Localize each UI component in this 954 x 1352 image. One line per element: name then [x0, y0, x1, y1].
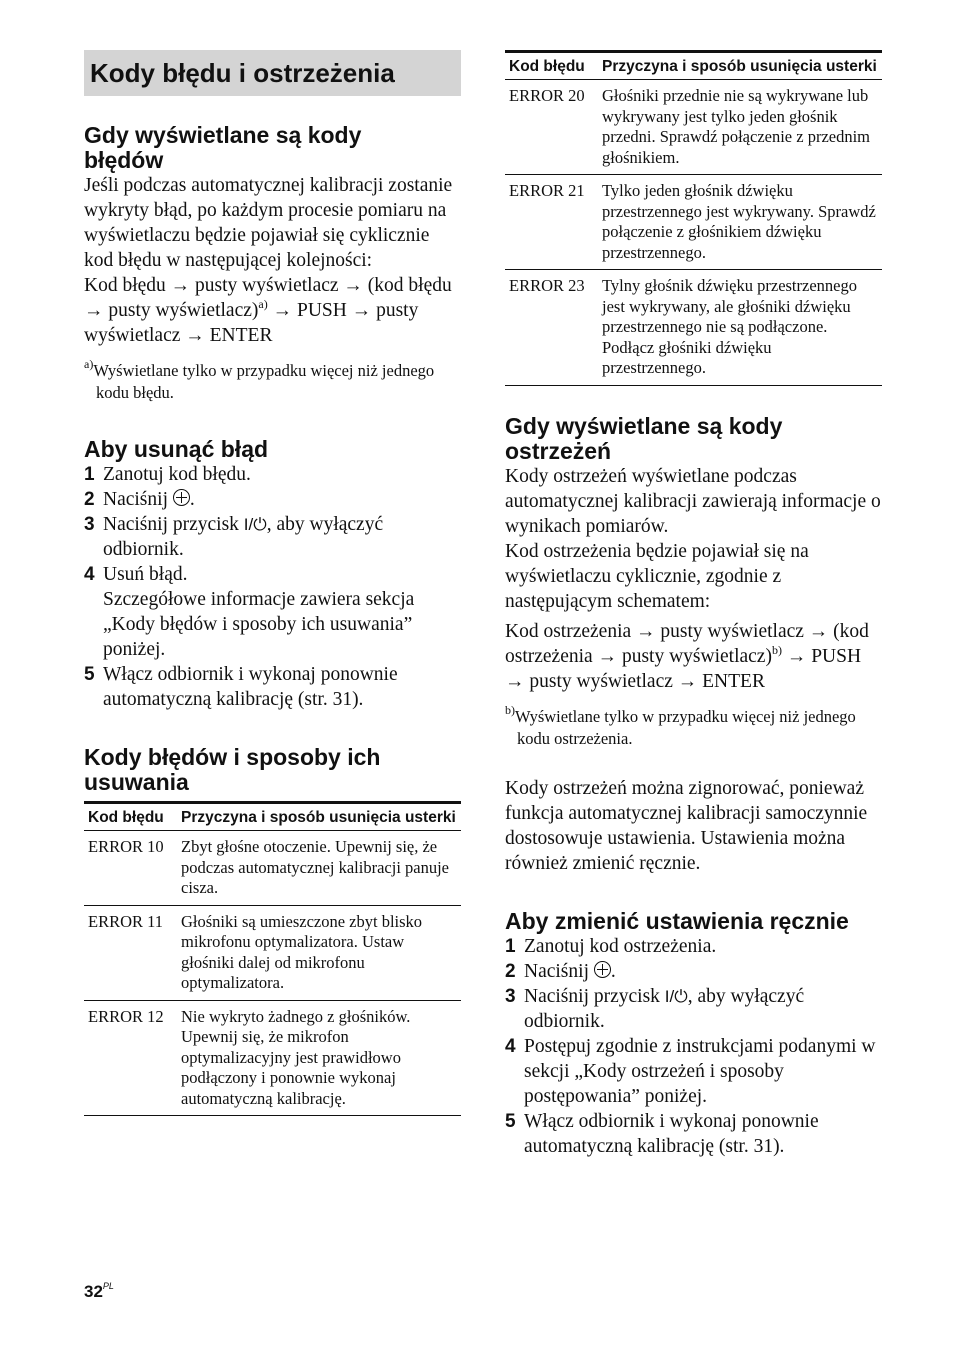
step-text: Usuń błąd.: [103, 564, 188, 585]
heading-error-table: Kody błędów i sposoby ich usuwania: [84, 744, 381, 795]
footnote-ref-b: b): [771, 642, 782, 657]
error-description: Głośniki są umieszczone zbyt blisko mikrofonu optymalizatora. Ustaw głośniki dalej od mikrofonu optymalizatora.: [181, 911, 423, 992]
table-row: [505, 270, 882, 386]
step-number: 4: [84, 564, 95, 585]
error-description: Głośniki przednie nie są wykrywane lub wykrywany jest tylko jeden głośnik przedni. Sprawdź połączenie z przednim głośnikiem.: [602, 86, 871, 167]
table-header-row: [84, 803, 461, 831]
heading-manual-settings: Aby zmienić ustawienia ręcznie: [505, 907, 849, 934]
step-number: 5: [505, 1110, 516, 1132]
step-3: [84, 512, 461, 562]
table-row: [84, 1000, 461, 1116]
step-text: Naciśnij: [524, 960, 589, 982]
error-description: Zbyt głośne otoczenie. Upewnij się, że podczas automatycznej kalibracji panuje cisza.: [181, 837, 450, 897]
step-1: [505, 934, 882, 959]
error-code: ERROR 12: [88, 1006, 164, 1026]
step-4: [84, 562, 461, 662]
warnings-intro: Kody ostrzeżeń wyświetlane podczas automatycznej kalibracji zawierają informacje o wynikach pomiarów.: [505, 465, 881, 537]
clear-error-steps: [84, 462, 461, 712]
error-description: Nie wykryto żadnego z głośników. Upewnij się, że mikrofon optymalizacyjny jest prawidłowo podłączony i ponownie wykonaj automatyczną kalibrację.: [181, 1006, 411, 1108]
error-description: Tylko jeden głośnik dźwięku przestrzennego jest wykrywany. Sprawdź połączenie z głośnikiem dźwięku przestrzennego.: [602, 181, 876, 262]
step-text: Naciśnij przycisk: [103, 514, 239, 535]
step-text: Włącz odbiornik i wykonaj ponownie automatyczną kalibrację (str. 31).: [524, 1110, 819, 1157]
footnote-b-text: Wyświetlane tylko w przypadku więcej niż jednego kodu ostrzeżenia.: [515, 706, 856, 748]
error-sequence-tail: → PUSH → pusty wyświetlacz → ENTER: [84, 300, 419, 346]
power-icon: I/⏻: [243, 515, 267, 534]
heading-warnings-display: Gdy wyświetlane są kody ostrzeżeń: [505, 412, 783, 464]
error-code-table: [505, 50, 882, 386]
footnote-b-mark: b): [505, 702, 515, 717]
warnings-ignore: Kody ostrzeżeń można zignorować, ponieważ funkcja automatycznej kalibracji samoczynnie dostosowuje ustawienia. Ustawienia można również zmienić ręcznie.: [505, 777, 868, 874]
error-code-table: [84, 801, 461, 1116]
footnote-a: [84, 357, 461, 404]
error-code: ERROR 11: [88, 911, 164, 931]
step-suffix: .: [189, 489, 195, 510]
step-4: [505, 1034, 882, 1109]
step-suffix: .: [610, 960, 616, 982]
step-text: Postępuj zgodnie z instrukcjami podanymi w sekcji „Kody ostrzeżeń i sposoby postępowania” poniżej.: [524, 1035, 876, 1107]
step-text: Naciśnij przycisk: [524, 985, 660, 1007]
table-row: [84, 905, 461, 1000]
step-extra: Szczegółowe informacje zawiera sekcja „Kody błędów i sposoby ich usuwania” poniżej.: [103, 589, 415, 660]
step-number: 2: [84, 489, 95, 510]
manual-settings-steps: [505, 934, 882, 1159]
column-header-code: Kod błędu: [88, 809, 164, 826]
step-5: [84, 662, 461, 712]
step-2: [505, 959, 882, 984]
step-text: Naciśnij: [103, 489, 168, 510]
step-number: 1: [505, 935, 516, 957]
heading-errors-display: Gdy wyświetlane są kody błędów: [84, 122, 362, 173]
table-row: [505, 175, 882, 270]
error-sequence-text: Kod błędu → pusty wyświetlacz → (kod błędu → pusty wyświetlacz): [84, 275, 452, 321]
step-suffix: , aby wyłączyć odbiornik.: [103, 514, 384, 560]
warning-sequence-text: Kod ostrzeżenia → pusty wyświetlacz → (kod ostrzeżenia → pusty wyświetlacz): [505, 620, 869, 667]
step-2: [84, 487, 461, 512]
errors-intro: Jeśli podczas automatycznej kalibracji zostanie wykryty błąd, po każdym procesie pomiaru na wyświetlaczu będzie pojawiał się cyklicznie kod błędu w następującej kolejności:: [84, 175, 453, 271]
footnote-a-mark: a): [84, 357, 94, 371]
column-header-description: Przyczyna i sposób usunięcia usterki: [602, 58, 877, 75]
error-code: ERROR 20: [509, 86, 585, 105]
power-icon: I/⏻: [664, 986, 688, 1006]
footnote-ref-a: a): [258, 297, 268, 311]
heading-clear-error: Aby usunąć błąd: [84, 436, 269, 462]
step-text: Włącz odbiornik i wykonaj ponownie automatyczną kalibrację (str. 31).: [103, 664, 398, 710]
page-number: [84, 1281, 114, 1302]
error-sequence: [84, 273, 461, 348]
column-header-description: Przyczyna i sposób usunięcia usterki: [181, 809, 456, 826]
section-title: Kody błędu i ostrzeżenia: [84, 50, 461, 96]
error-code: ERROR 21: [509, 181, 585, 200]
table-row: [505, 80, 882, 175]
step-text: Zanotuj kod ostrzeżenia.: [524, 935, 717, 957]
step-number: 2: [505, 960, 516, 982]
error-description: Tylny głośnik dźwięku przestrzennego jest wykrywany, ale głośniki dźwięku przestrzennego nie są podłączone. Podłącz głośniki dźwięku przestrzennego.: [602, 276, 857, 377]
step-suffix: , aby wyłączyć odbiornik.: [524, 985, 805, 1032]
step-number: 5: [84, 664, 95, 685]
step-number: 3: [505, 985, 516, 1007]
step-number: 3: [84, 514, 95, 535]
step-number: 4: [505, 1035, 516, 1057]
step-number: 1: [84, 464, 95, 485]
step-text: Zanotuj kod błędu.: [103, 464, 251, 485]
warnings-cycle: Kod ostrzeżenia będzie pojawiał się na wyświetlaczu cyklicznie, zgodnie z następującym schematem:: [505, 540, 809, 612]
column-header-code: Kod błędu: [509, 58, 585, 75]
step-3: [505, 984, 882, 1034]
step-5: [505, 1109, 882, 1159]
enter-button-icon: [173, 489, 190, 506]
table-row: [84, 831, 461, 906]
footnote-a-text: Wyświetlane tylko w przypadku więcej niż jednego kodu błędu.: [93, 361, 435, 402]
error-code: ERROR 10: [88, 837, 164, 856]
table-header-row: [505, 52, 882, 80]
left-column: [84, 50, 461, 1116]
warning-sequence-tail: → PUSH → pusty wyświetlacz → ENTER: [505, 645, 862, 692]
page-locale: PL: [102, 1281, 114, 1291]
footnote-b: [505, 702, 882, 750]
warning-sequence: [505, 619, 882, 694]
right-column: [505, 50, 882, 1159]
step-1: [84, 462, 461, 487]
page-number-value: 32: [84, 1282, 103, 1301]
error-code: ERROR 23: [509, 276, 585, 295]
enter-button-icon: [594, 961, 611, 978]
